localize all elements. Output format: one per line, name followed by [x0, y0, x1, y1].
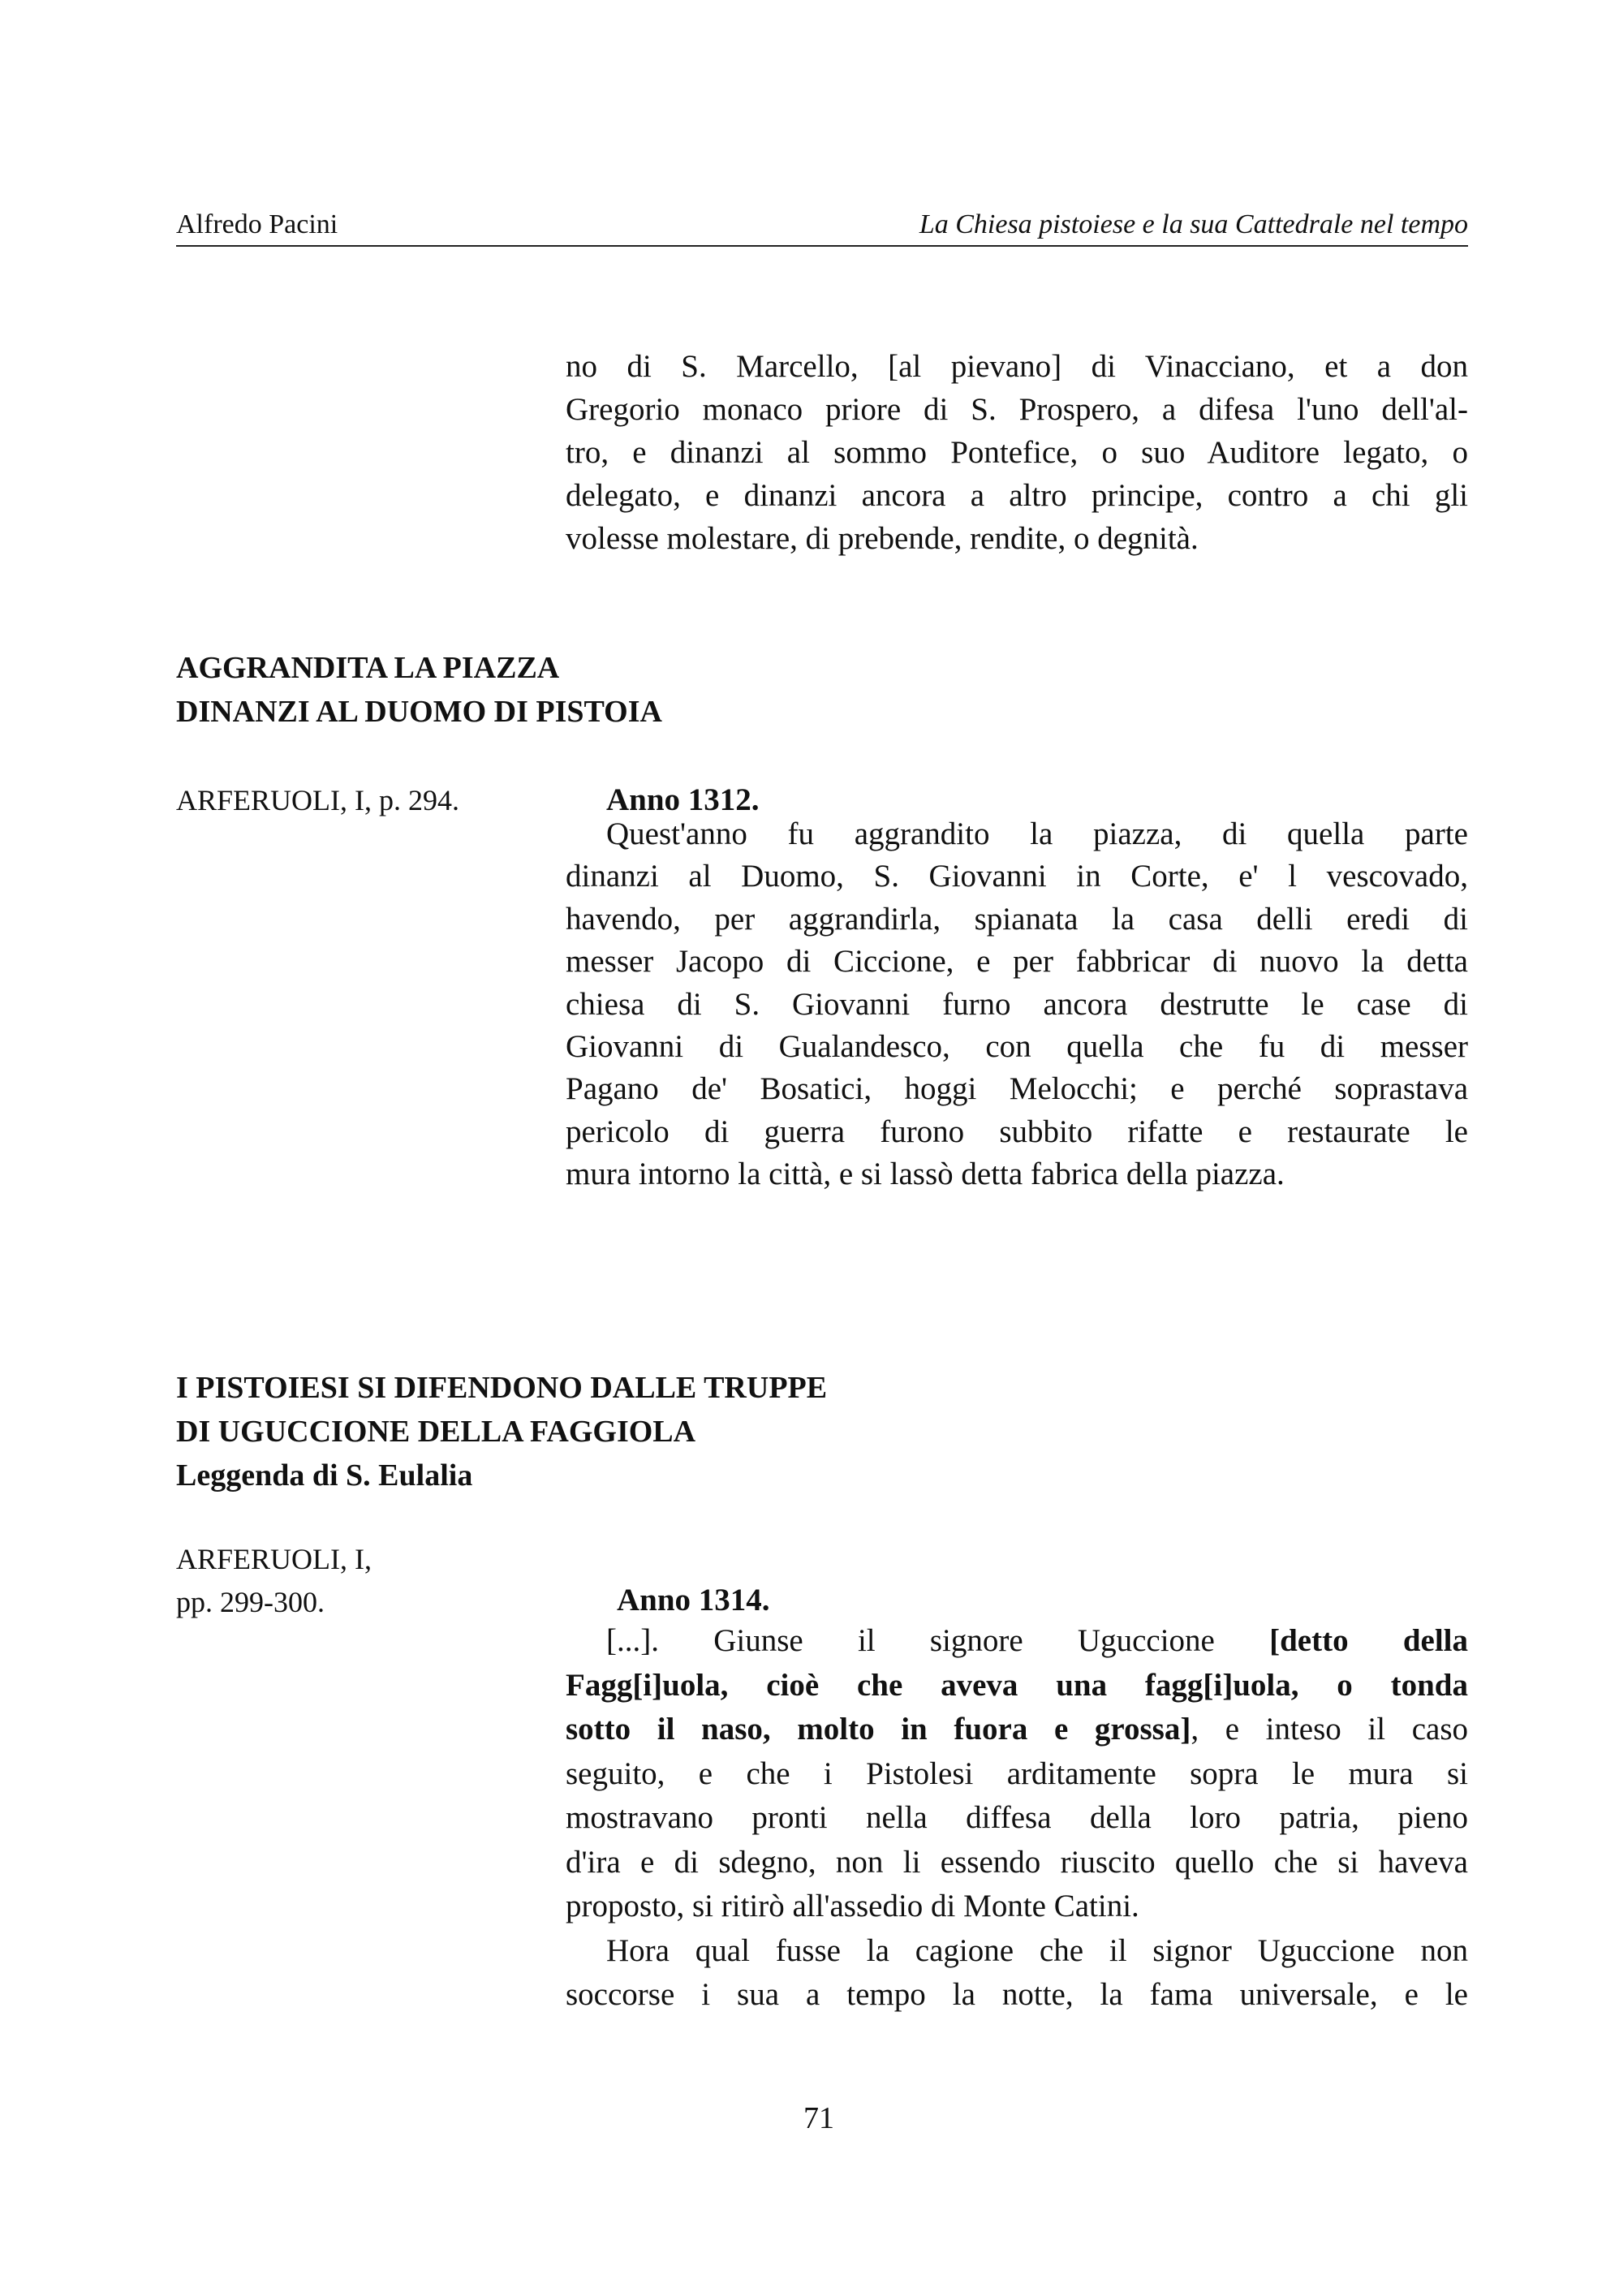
header-rule: [176, 245, 1468, 247]
text-line: [566, 1886, 1468, 1927]
text-run: [...]. Giunse il signore Uguccione: [606, 1623, 1270, 1658]
text-line: [566, 984, 1468, 1025]
text-run: Giovanni di Gualandesco, con quella che fu di messer: [566, 1029, 1468, 1064]
text-run: chiesa di S. Giovanni furno ancora destrutte le case di: [566, 986, 1468, 1022]
text-line: [566, 899, 1468, 940]
text-line: [566, 1154, 1468, 1195]
text-run: Quest'anno fu aggrandito la piazza, di quella parte: [606, 816, 1468, 851]
text-run: mostravano pronti nella diffesa della loro patria, pieno: [566, 1800, 1468, 1835]
text-run: proposto, si ritirò all'assedio di Monte Catini.: [566, 1889, 1139, 1923]
text-line: [566, 1975, 1468, 2015]
section-heading: Leggenda di S. Eulalia: [176, 1458, 473, 1493]
text-run: no di S. Marcello, [al pievano] di Vinacciano, et a don: [566, 349, 1468, 384]
text-run: mura intorno la città, e si lassò detta fabrica della piazza.: [566, 1157, 1285, 1192]
text-line: [566, 1069, 1468, 1109]
text-run: volesse molestare, di prebende, rendite, o degnità.: [566, 521, 1199, 556]
text-run: delegato, e dinanzi ancora a altro principe, contro a chi gli: [566, 478, 1468, 513]
running-header-author: Alfredo Pacini: [176, 209, 338, 239]
text-run: messer Jacopo di Ciccione, e per fabbricar di nuovo la detta: [566, 944, 1468, 980]
text-run: Pagano de' Bosatici, hoggi Melocchi; e perché soprastava: [566, 1071, 1468, 1107]
text-line: [566, 519, 1468, 559]
text-line: [566, 1798, 1468, 1838]
text-line: [566, 941, 1468, 982]
text-line: [566, 1621, 1468, 1661]
source-citation: pp. 299-300.: [176, 1586, 325, 1618]
section-heading: I PISTOIESI SI DIFENDONO DALLE TRUPPE: [176, 1371, 828, 1405]
text-line: [566, 1842, 1468, 1883]
text-line: [566, 1754, 1468, 1794]
section-heading: DI UGUCCIONE DELLA FAGGIOLA: [176, 1415, 696, 1449]
section-heading: DINANZI AL DUOMO DI PISTOIA: [176, 695, 662, 729]
text-run: Gregorio monaco priore di S. Prospero, a difesa l'uno dell'al-: [566, 392, 1468, 427]
bold-text: sotto il naso, molto in fuora e grossa]: [566, 1712, 1191, 1747]
text-line: [566, 390, 1468, 430]
text-run: soccorse i sua a tempo la notte, la fama universale, e le: [566, 1977, 1468, 2012]
text-run: , e inteso il caso: [1191, 1712, 1468, 1747]
section-heading: AGGRANDITA LA PIAZZA: [176, 651, 560, 685]
text-run: seguito, e che i Pistolesi arditamente sopra le mura si: [566, 1755, 1468, 1791]
text-run: tro, e dinanzi al sommo Pontefice, o suo Auditore legato, o: [566, 435, 1468, 470]
text-run: d'ira e di sdegno, non li essendo riuscito quello che si haveva: [566, 1844, 1468, 1880]
text-line: [566, 347, 1468, 387]
source-citation: ARFERUOLI, I, p. 294.: [176, 784, 459, 816]
text-run: dinanzi al Duomo, S. Giovanni in Corte, e' l vescovado,: [566, 859, 1468, 894]
text-line: [566, 1112, 1468, 1152]
source-citation: ARFERUOLI, I,: [176, 1543, 372, 1575]
text-line: [566, 476, 1468, 516]
running-header-title: La Chiesa pistoiese e la sua Cattedrale nel tempo: [919, 209, 1468, 239]
text-line: [566, 814, 1468, 855]
text-line: [566, 1665, 1468, 1706]
text-line: [566, 1931, 1468, 1971]
year-heading: Anno 1312.: [606, 782, 760, 817]
bold-text: Fagg[i]uola, cioè che aveva una fagg[i]uola, o tonda: [566, 1667, 1468, 1703]
bold-text: [detto della: [1269, 1623, 1469, 1658]
text-run: Hora qual fusse la cagione che il signor Uguccione non: [606, 1932, 1468, 1968]
text-line: [566, 433, 1468, 473]
text-run: pericolo di guerra furono subbito rifatte e restaurate le: [566, 1114, 1468, 1149]
text-run: havendo, per aggrandirla, spianata la casa delli eredi di: [566, 901, 1468, 937]
text-line: [566, 1027, 1468, 1067]
text-line: [566, 856, 1468, 897]
year-heading: Anno 1314.: [617, 1583, 770, 1618]
text-line: [566, 1709, 1468, 1750]
page-number: 71: [803, 2101, 834, 2135]
